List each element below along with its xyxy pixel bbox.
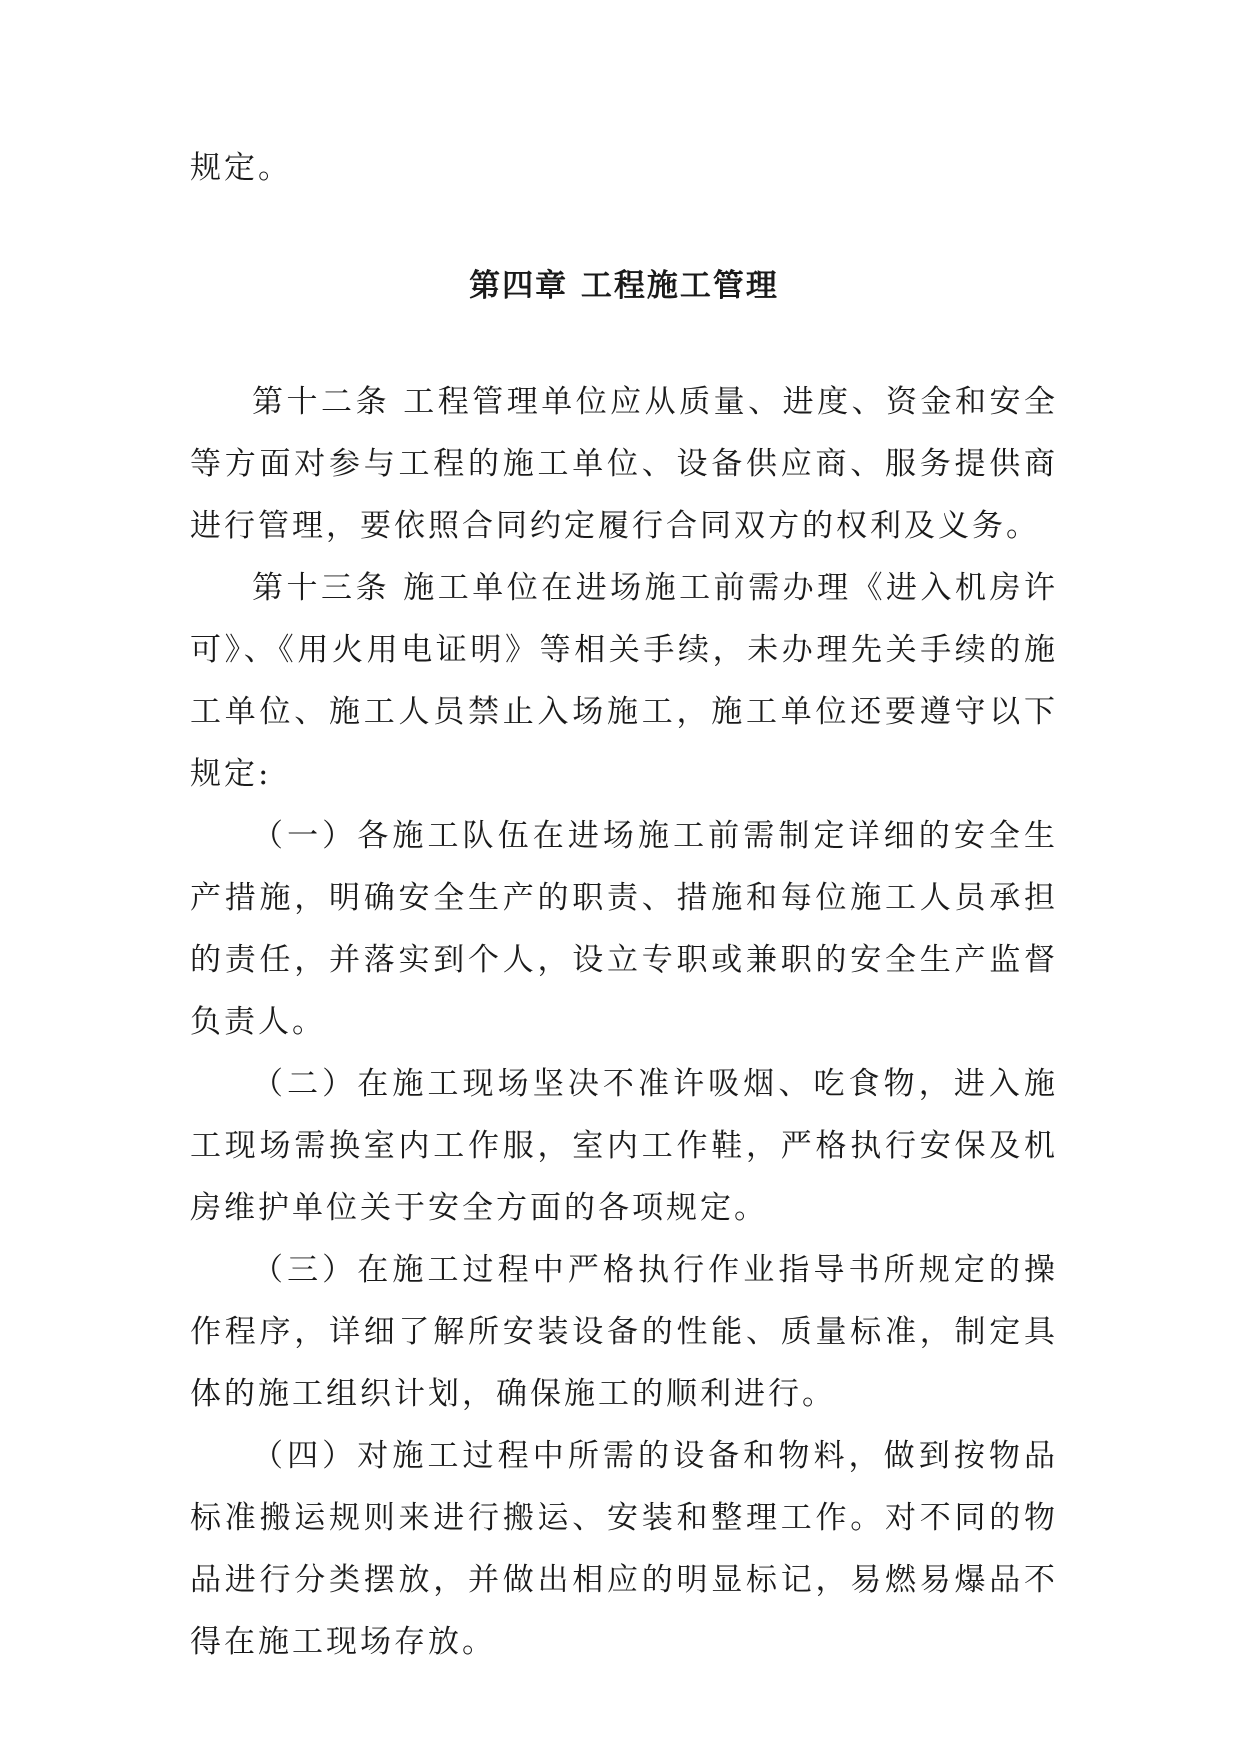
- article-12: 第十二条 工程管理单位应从质量、进度、资金和安全等方面对参与工程的施工单位、设备供应商、服务提供商进行管理，要依照合同约定履行合同双方的权利及义务。: [190, 384, 1058, 544]
- clause-1: （一）各施工队伍在进场施工前需制定详细的安全生产措施，明确安全生产的职责、措施和每位施工人员承担的责任，并落实到个人，设立专职或兼职的安全生产监督负责人。: [190, 818, 1058, 1040]
- article-13: 第十三条 施工单位在进场施工前需办理《进入机房许可》、《用火用电证明》等相关手续，未办理先关手续的施工单位、施工人员禁止入场施工，施工单位还要遵守以下规定:: [190, 570, 1058, 792]
- document-body: [190, 137, 1058, 1673]
- chapter-title: 第四章 工程施工管理: [469, 268, 779, 304]
- clause-2: （二）在施工现场坚决不准许吸烟、吃食物，进入施工现场需换室内工作服，室内工作鞋，严格执行安保及机房维护单位关于安全方面的各项规定。: [190, 1066, 1058, 1226]
- clause-3: （三）在施工过程中严格执行作业指导书所规定的操作程序，详细了解所安装设备的性能、质量标准，制定具体的施工组织计划，确保施工的顺利进行。: [190, 1252, 1058, 1412]
- continuation-text: 规定。: [190, 150, 292, 186]
- clause-4: （四）对施工过程中所需的设备和物料，做到按物品标准搬运规则来进行搬运、安装和整理工作。对不同的物品进行分类摆放，并做出相应的明显标记，易燃易爆品不得在施工现场存放。: [190, 1438, 1058, 1660]
